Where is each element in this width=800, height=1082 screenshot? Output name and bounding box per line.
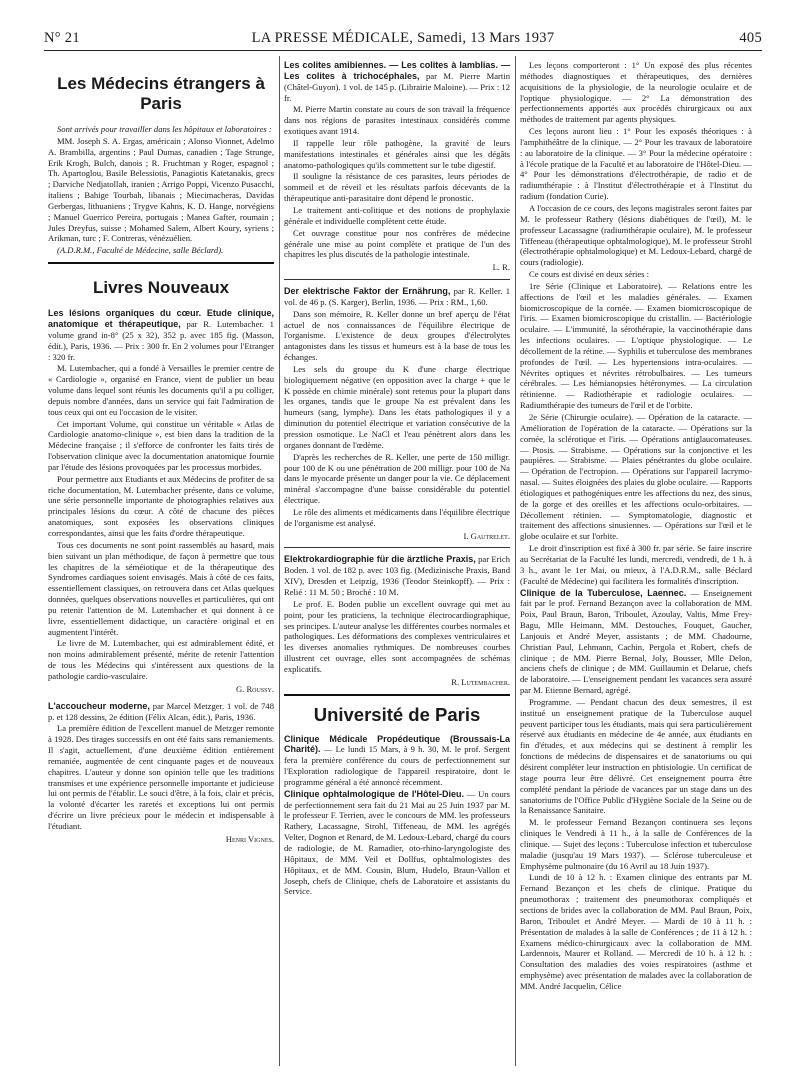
book-entry [48,701,274,723]
book-title: Elektrokardiographie für die ärztliche Praxis, [284,554,476,565]
paragraph: Lundi de 10 à 12 h. : Examen clinique des entrants par M. Fernand Bezançon et les chefs de clinique. Pratique du pneumothorax ; traitement des pneumothorax compliqués et sections de brides avec la collaboration de MM. Paul Braun, Poix, Baron, Triboulet et André Meyer. — Mardi de 10 à 11 h. : Présentation de malades à la salle de Conférences ; de 11 à 12 h. : Examens médico-chirurgicaux avec la collaboration de MM. Lardennois, Maurer et Rolland. — Mercredi de 10 h. à 12 h. : Consultation des maladies des voies respiratoires (asthme et emphysème) avec présentation de malades avec la collaboration de MM. André Jacquelin, Célice [520,872,752,991]
signature: R. Lutembacher. [451,676,510,687]
paragraph: Il souligne la résistance de ces parasites, leurs périodes de sommeil et de réveil et les résultats parfois décevants de la thérapeutique anti-parasitaire dont dépend le pronostic. [284,171,510,204]
divider [284,694,510,696]
book-ref: par R. Keller. 1 vol. de 46 p. (S. Karger), Berlin, 1936. — Prix : RM., 1,60. [284,286,510,307]
divider [284,547,510,548]
signature: Henri Vignes. [225,833,274,844]
paragraph: Cet important Volume, qui constitue un véritable « Atlas de Cardiologie anatomo-clinique », est bien dans la tradition de la Médecine française ; il s'efforce de confronter les faits tirés de l'observation clinique avec la documentation anatomique fournie par l'étude des lésions provoquées par les processus morbides. [48,418,274,472]
section-title-livres: Livres Nouveaux [92,278,230,298]
book-entry [284,60,510,103]
book-ref: par Erich Boden. 1 vol. de 182 p. avec 103 fig. (Medizinische Praxis, Band XIV), Dresden et Leipzig, 1936 (Teodor Steinkopff). — Prix : Relié : 11 M. 50 ; Broché : 10 M. [284,554,510,597]
column-right [520,60,752,993]
news-entry [284,734,510,788]
paragraph: Le droit d'inscription est fixé à 300 fr. par série. Se faire inscrire au Secrétariat de la Faculté les lundi, mercredi, vendredi, de 1 h. à 3 h., avant le 1er Mai, ou mieux, à l'A.D.R.M., salle Béclard (Faculté de Médecine) qui facilitera les formalités d'inscription. [520,543,752,586]
book-ref: par M. Pierre Martin (Châtel-Guyon). 1 vol. de 145 p. (Librairie Maloine). — Prix : 12 fr. [284,70,510,103]
paragraph: Ce cours est divisé en deux séries : [529,269,650,280]
book-entry [284,286,510,308]
news-title: Clinique de la Tuberculose, Laennec. [520,587,687,598]
book-title: Der elektrische Faktor der Ernährung, [284,286,451,297]
news-text: — Un cours de perfectionnement sera fait du 21 Mai au 25 Juin 1937 par M. le professeur F. Terrien, avec le concours de MM. les professeurs Rathery, Lacassagne, Strohl, Tiffeneau, de MM. les agrégés Velter, Dognon et Renard, de M. Ledoux-Lebard, chargé du cours de radiologie, de M. Ramadier, oto-rhino-laryngologiste des Hôpitaux, de MM. Veil et Dollfus, ophtalmologistes des Hôpitaux, et de MM. Cousin, Blum, Hudelo, Braun-Vallon et Joseph, chefs de Clinique, chefs de Laboratoire et assistants du Service. [284,788,510,897]
signature: L. R. [492,262,510,273]
section-title-universite: Université de Paris [313,703,481,725]
page-header [44,30,762,50]
page-number: 405 [739,30,762,46]
paragraph: Le prof. E. Boden publie un excellent ouvrage qui met au point, pour les praticiens, la technique électrocardiographique, ses principes. L'auteur analyse les différentes courbes normales et pathologiques. Les déformations des complexes ventriculaires et les diverses anomalies rythmiques. De nombreuses courbes illustrent cet ouvrage, elles sont accompagnées de schémas explicatifs. [284,598,510,674]
column-divider [515,56,516,1066]
news-entry [284,789,510,897]
column-left [48,60,274,851]
book-title: Les colites amibiennes. — Les colites à lamblias. — Les colites à trichocéphales, [284,60,510,81]
book-title: L'accoucheur moderne, [48,700,150,711]
paragraph: Pour permettre aux Etudiants et aux Médecins de profiter de sa riche documentation, M. Lutembacher présente, dans ce volume, une série personnelle importante de photographies relatives aux principales lésions du cœur. A côté de chacune des pièces anatomiques, sont exposées les observations cliniques correspondantes, ainsi que les faits d'ordre thérapeutique. [48,473,274,538]
book-entry [48,308,274,362]
news-title: Clinique ophtalmologique de l'Hôtel-Dieu. [284,788,464,799]
paragraph: M. le professeur Fernand Bezançon continuera ses leçons cliniques le Vendredi à 11 h., à la salle de Conférences de la clinique. — Sujet des leçons : Tuberculose infection et tuberculose maladie (jusqu'au 19 Mars 1937). — Sclérose tuberculeuse et Emphysème pulmonaire (du 16 Avril au 18 Juin 1937). [520,817,752,871]
paragraph: (A.D.R.M., Faculté de Médecine, salle Béclard). [57,245,224,256]
paragraph: MM. Joseph S. A. Ergas, américain ; Alonso Vionnet, Adelmo A. Brambilla, argentins ; Paul Dumas, canadien ; Tage Strunge, Erik Krogh, Bulch, danois ; R. Fruchtman y Roger, espagnol ; Th. Apartoglou, Basile Belessiotis, Panagiotis Katetanakis, grecs ; Darviche Nedjatollah, iranien ; Arrigo Poppi, Vicenzo Pusacchi, italiens ; Bahige Tourbah, libanais ; Miecimacheras, Davidas Gerbergas, lithuaniens ; Trygve Kahns, K. D. Hange, norvégiens ; Manuel Guerrico Pereira, portugais ; Manea Gafter, roumain ; Jules Dreyfus, suisse ; Mohamed Salem, Albert Koury, syriens ; Arikman, turc ; F. Contreras, vénézuélien. [48,135,274,244]
paragraph: Ces leçons auront lieu : 1° Pour les exposés théoriques : à l'amphithéâtre de la clinique. — 2° Pour les travaux de laboratoire : au laboratoire de la clinique. — 3° Pour la médecine opératoire : à l'école pratique de la Faculté et au laboratoire de l'Hôtel-Dieu. — 4° Pour les démonstrations d'électrothérapie, de radio et de radiumthérapie : à l'Institut d'électrothérapie et à l'Institut du radium (fondation Curie). [520,126,752,202]
paragraph: Il rappelle leur rôle pathogène, la gravité de leurs manifestations intestinales et générales ainsi que les dégâts anatomo-pathologiques qu'ils commettent sur le tube digestif. [284,137,510,170]
paragraph: D'après les recherches de R. Keller, une perte de 150 milligr. pour 100 de K ou une pénétration de 200 milligr. pour 100 de Na dans le myocarde présente un danger pour la vie. Ce déplacement minéral s'accompagne d'une baisse considérable du potentiel électrique. [284,451,510,506]
paragraph: 1re Série (Clinique et Laboratoire). — Relations entre les affections de l'œil et les maladies générales. — Examen biomicroscopique de la cornée. — Examen biomicroscopique de l'iris. — Examen biomicroscopique du cristallin. — Bactériologie oculaire. — L'immunité, la sérothérapie, la vaccinothérapie dans les infections oculaires. — L'optique physiologique. — Le décollement de la rétine. — Syphilis et tuberculose des membranes profondes de l'œil. — Les hypertensions intra-oculaires. — Névrites optiques et névrites rétrobulbaires. — Les tumeurs cérébrales. — Les hémianopsies hétéronymes. — La circulation rétinienne. — Radiothérapie et radiologie oculaires. — Radiumthérapie des tumeurs de l'œil et de l'orbite. [520,280,752,411]
signature: I. Gautrelet. [463,530,510,541]
book-entry [284,554,510,597]
paragraph: 2e Série (Chirurgie oculaire). — Opération de la cataracte. — Amélioration de l'opération de la cataracte. — Opérations sur la cornée, la sclérotique et l'iris. — Opérations antiglaucomateuses. — Ptosis. — Strabisme. — Opérations sur la conjonctive et les paupières. — Strabisme. — Plaies pénétrantes du globe oculaire. — Opération de l'ectropion. — Opérations sur l'appareil lacrymo-nasal. — Suites éloignées des plaies du globe oculaire. — Rapports étiologiques et pathogéniques entre les affections du nez, des sinus, de la gorge et des oreilles et les affections oculo-orbitaires. — Décollement rétinien. — Symptomatologie, diagnostic et traitement des affections sinusiennes. — Opérations sur l'œil et le globe oculaire et sur l'orbite. [520,412,752,542]
book-title: Les lésions organiques du cœur. Etude clinique, anatomique et thérapeutique, [48,308,274,329]
news-text: — Le lundi 15 Mars, à 9 h. 30, M. le prof. Sergent fera la première conférence du cours de perfectionnement sur l'Exploration radiologique de l'appareil respiratoire, dont le programme général a été annoncé récemment. [284,744,510,787]
news-title: Clinique Médicale Propédeutique (Broussais-La Charité). [284,733,510,755]
paragraph: M. Pierre Martin constate au cours de son travail la fréquence dans nos régions de parasites intestinaux considérés comme exotiques avant 1914. [284,104,510,137]
paragraph: Les sels du groupe du K d'une charge électrique biologiquement négative (en opposition avec la charge + que le K possède en chimie minérale) sont retenus pour la plupart dans les organes, tandis que le groupe Na est prévalent dans les humeurs (sang, lymphe). Dans les états pathologiques il y a diminution du potentiel électrique et variation consécutive de la pression osmotique. Le NaCl et l'eau pénètrent alors dans les organes donnant de l'œdème. [284,363,510,450]
issue-number: N° 21 [44,30,80,46]
signature: G. Roussy. [235,683,274,694]
column-divider [279,56,280,1066]
paragraph: La première édition de l'excellent manuel de Metzger remonte à 1928. Des tirages successifs en ont été faits sans remaniements. Il s'agit, actuellement, d'une deuxième édition entièrement remaniée, augmentée de cent cinquante pages et de nouveaux chapitres. L'auteur y donne son opinion telle que les traditions transmises et une expérience personnelle importante et judicieuse lui ont permis de l'établir. Le souci d'être, à la fois, clair et précis, la volonté d'écarter les raretés et exceptions lui ont permis d'écrire un livre précieux pour le médecin et indispensable à l'étudiant. [48,723,274,831]
paragraph: Programme. — Pendant chacun des deux semestres, il est institué un enseignement pratique de la Tuberculose auquel peuvent participer tous les étudiants, mais qui sera particulièrement réservé aux étudiants en médecine de 4e année, aux étudiants en fin d'études, et aux médecins qui se destinent à remplir les fonctions de médecins de dispensaires et de sanatoriums ou qui désirent compléter leur instruction en phtisiologie. Un certificat de stage pourra leur être délivré. Cet enseignement pourra être complété pendant la période de vacances par un stage dans un des sanatoriums de l'Office Public d'Hygiène Sociale de la Seine ou de la Renaissance Sanitaire. [520,696,752,816]
paragraph: Tous ces documents ne sont point rassemblés au hasard, mais bien suivant un plan méthodique, de façon à permettre que tous les chapitres de la séméiotique et de la thérapeutique des Syndromes cardiaques soient envisagés. Mais à côté de ces faits, essentiellement classiques, on retrouvera dans cet Atlas quelques données, quelques observations nouvelles et particulières, qui ont pu retenir l'attention de M. Lutembacher et qui donnent à ce livre, essentiellement didactique, un caractère original et en augmentent l'intérêt. [48,539,274,637]
section-title-etrangers: Les Médecins étrangers à Paris [57,74,265,113]
header-rule [44,50,762,51]
paragraph: A l'occasion de ce cours, des leçons magistrales seront faites par M. le professeur Rathery (lésions diabétiques de l'œil), M. le professeur Lacassagne (radiumthérapie oculaire), M. le professeur Tiffeneau (thérapeutique ophtalmologique), M. le professeur Strohl (électrothérapie ophtalmologique) et M. Ledoux-Lebard, chargé de cours (radiologie). [520,202,752,268]
paragraph: Dans son mémoire, R. Keller donne un bref aperçu de l'état actuel de nos connaissances de l'équilibre électrique de l'organisme. L'existence de deux groupes d'électrolytes antagonistes dans les tissus et humeurs est à la base de tous les échanges. [284,308,510,363]
book-ref: par Marcel Metzger. 1 vol. de 748 p. et 128 dessins, 2e édition (Félix Alcan, édit.), Paris, 1936. [48,700,274,722]
paragraph: Le traitement anti-colitique et des notions de prophylaxie générale et individuelle complètent cette étude. [284,204,510,226]
paragraph: Le rôle des aliments et médicaments dans l'équilibre électrique de l'organisme est analysé. [284,506,510,528]
paragraph: Sont arrivés pour travailler dans les hôpitaux et laboratoires : [57,124,272,134]
paragraph: Le livre de M. Lutembacher, qui est admirablement édité, et non moins admirablement présenté, mérite de retenir l'attention de tous les Médecins qui s'intéressent aux questions de la pathologie cardio-vasculaire. [48,638,274,681]
paragraph: Cet ouvrage constitue pour nos confrères de médecine générale une mise au point complète et pratique de l'un des chapitres les plus discutés de la pathologie intestinale. [284,227,510,260]
paragraph: M. Lutembacher, qui a fondé à Versailles le premier centre de « Cardiologie », organisé en France, vient de publier un beau volume dans lequel sont réunis les documents qu'il a pu colliger, depuis nombre d'années, dans un service qui fait l'admiration de tous ceux qui ont eu l'occasion de le visiter. [48,363,274,417]
divider [48,262,274,264]
paragraph: Les leçons comporteront : 1° Un exposé des plus récentes méthodes diagnostiques et thérapeutiques, des dernières acquisitions de la physiologie, de la neurologie oculaire et de l'optique physiologique. — 2° La démonstration des perfectionnements apportés aux procédés chirurgicaux ou aux méthodes de traitement par agents physiques. [520,60,752,125]
book-ref: par R. Lutembacher. 1 volume grand in-8° (25 x 32), 352 p. avec 185 fig. (Masson, édit.), Paris, 1936. — Prix : 300 fr. En 2 volumes pour l'Etranger : 320 fr. [48,318,274,362]
news-entry [520,588,752,696]
column-middle [284,60,510,898]
journal-title: LA PRESSE MÉDICALE, Samedi, 13 Mars 1937 [251,30,555,46]
divider [284,279,510,280]
news-text: — Enseignement fait par le prof. Fernand Bezançon avec la collaboration de MM. Poix, Paul Braun, Baron, Triboulet, Azoulay, Valtis, Mme Frey-Bagu, Mlle Heimann, MM. Destouches, Fouquet, Gaucher, Lanjouis et André Meyer, assistants ; de MM. Chadourne, Christian Paul, Lehmann, Cachin, Pergola et Robert, chefs de clinique ; de MM. Pierre Bernal, Joly, Bousser, Mlle Delon, anciens chefs de clinique ; de MM. Guillaumin et Delarue, chefs de laboratoire. — L'enseignement pendant les vacances sera assuré par M. Etienne Bernard, agrégé. [520,587,752,696]
